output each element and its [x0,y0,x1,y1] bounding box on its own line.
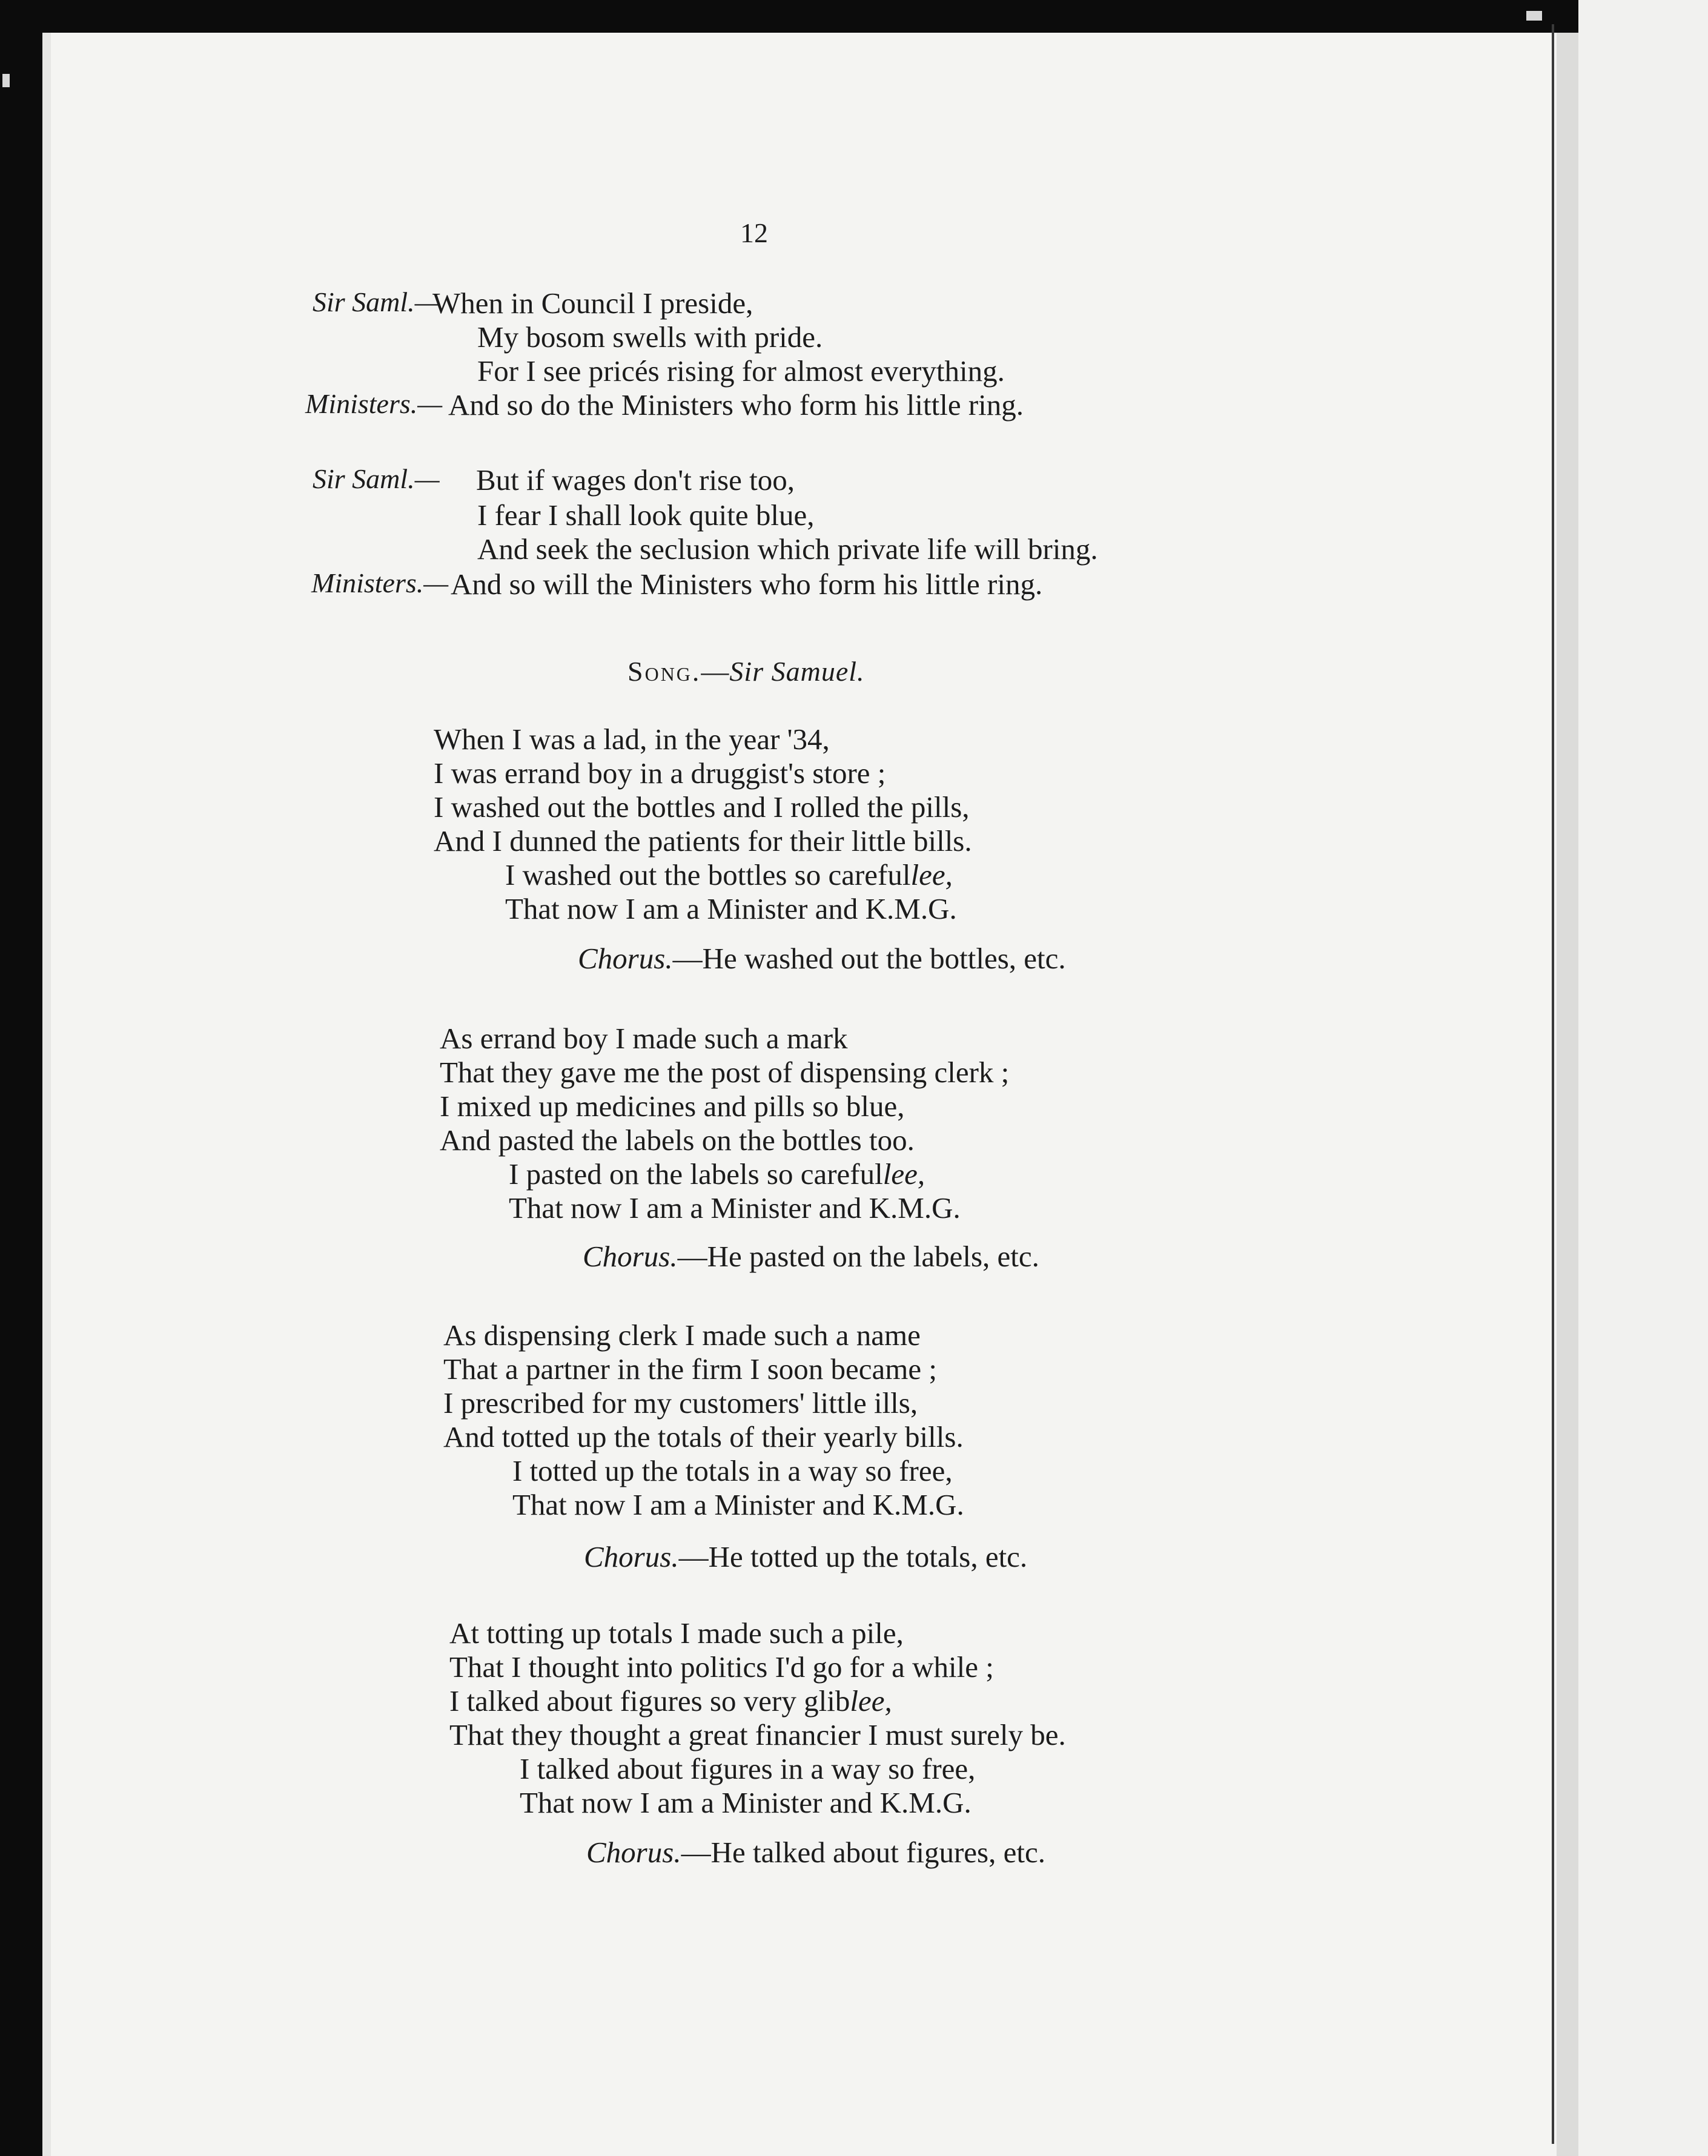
chorus-label: Chorus. [584,1540,679,1573]
refrain-emphasis: lee, [910,858,953,891]
chorus-line [584,1542,1027,1572]
verse-line: I mixed up medicines and pills so blue, [440,1090,905,1123]
refrain-line [505,860,953,890]
page-number: 12 [740,217,768,248]
refrain-line [509,1159,925,1189]
speaker-dash: — [414,286,440,317]
refrain-line: That now I am a Minister and K.M.G. [505,892,957,925]
refrain-line: That now I am a Minister and K.M.G. [509,1191,961,1225]
refrain-line [520,1754,975,1784]
verse-line: And seek the seclusion which private life will bring. [477,532,1098,566]
refrain-text: I pasted on the labels so careful [509,1157,883,1191]
chorus-label: Chorus. [583,1240,678,1273]
verse-line: That they thought a great financier I must surely be. [449,1718,1066,1751]
verse-line: As dispensing clerk I made such a name [443,1318,921,1352]
chorus-label: Chorus. [586,1836,681,1869]
verse-emphasis: lee, [850,1684,892,1718]
verse-line: And totted up the totals of their yearly bills. [443,1420,964,1453]
speaker-label [311,569,448,597]
chorus-text: —He talked about figures, etc. [681,1836,1045,1869]
refrain-emphasis: lee, [882,1157,925,1191]
speaker-label [313,288,440,316]
speaker-dash: — [417,388,443,419]
verse-line: I prescribed for my customers' little ills, [443,1386,918,1420]
verse-line: I fear I shall look quite blue, [477,498,815,532]
verse-line: For I see pricés rising for almost everything. [477,354,1005,388]
verse-line: That they gave me the post of dispensing clerk ; [440,1056,1010,1089]
refrain-line [512,1456,953,1486]
speaker-label [305,390,442,418]
speaker-name: Ministers. [305,388,418,419]
speaker-name: Sir Saml. [313,286,415,317]
chorus-text: —He totted up the totals, etc. [678,1540,1028,1573]
chorus-label: Chorus. [578,942,673,975]
speaker-name: Ministers. [311,567,424,598]
verse-line: When I was a lad, in the year '34, [434,723,830,756]
song-heading [627,655,865,687]
refrain-text: I totted up the totals in a way so free, [512,1454,953,1487]
speaker-dash: — [423,567,449,598]
chorus-text: —He washed out the bottles, etc. [672,942,1066,975]
verse-line: That I thought into politics I'd go for a while ; [449,1650,994,1684]
song-heading-dash: — [701,656,730,687]
verse-line: As errand boy I made such a mark [440,1022,848,1055]
chorus-text: —He pasted on the labels, etc. [677,1240,1039,1273]
refrain-line: That now I am a Minister and K.M.G. [520,1786,972,1819]
song-heading-singer: Sir Samuel. [729,656,865,687]
speaker-label [313,465,440,493]
verse-line: And I dunned the patients for their little bills. [434,824,972,858]
verse-line: At totting up totals I made such a pile, [449,1616,904,1650]
refrain-text: I washed out the bottles so careful [505,858,911,891]
chorus-line [583,1242,1039,1271]
verse-line: My bosom swells with pride. [477,320,823,354]
verse-line: That a partner in the firm I soon became ; [443,1352,937,1386]
verse-text: I talked about figures so very glib [449,1684,850,1718]
verse-line: But if wages don't rise too, [476,463,795,497]
chorus-line [578,944,1066,973]
verse-line: And pasted the labels on the bottles too. [440,1123,915,1157]
refrain-text: I talked about figures in a way so free, [520,1752,976,1785]
refrain-line: That now I am a Minister and K.M.G. [512,1488,964,1521]
speaker-name: Sir Saml. [313,463,415,494]
chorus-line [586,1837,1045,1867]
verse-line: When in Council I preside, [432,286,753,320]
verse-line: And so do the Ministers who form his little ring. [448,388,1024,422]
verse-line: And so will the Ministers who form his little ring. [451,567,1043,601]
song-heading-label: Song. [627,656,701,687]
verse-line: I was errand boy in a druggist's store ; [434,756,886,790]
verse-line [449,1686,892,1716]
verse-line: I washed out the bottles and I rolled the pills, [434,790,970,824]
speaker-dash: — [414,463,440,494]
